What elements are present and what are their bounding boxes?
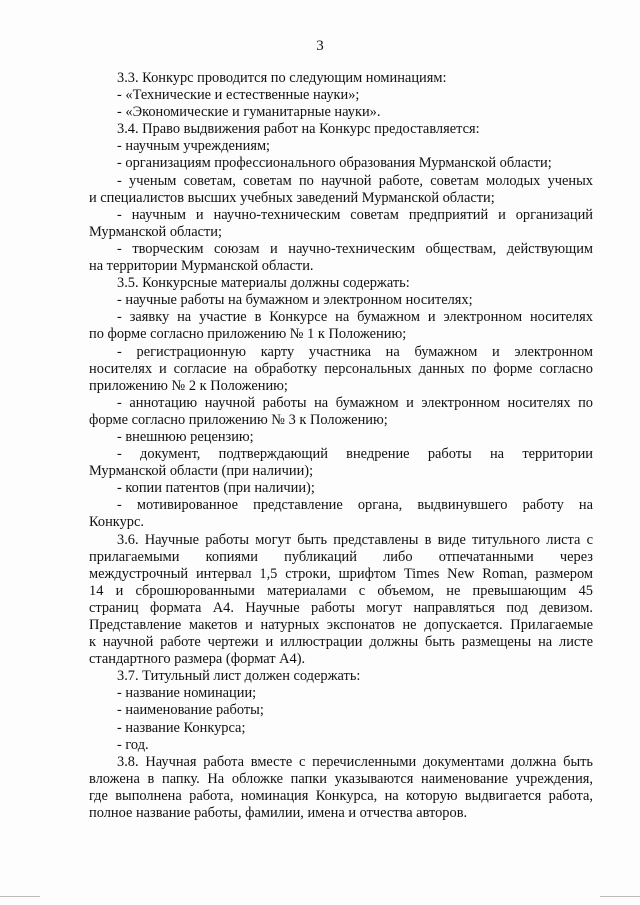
text-line: форме согласно приложению № 3 к Положению; — [89, 411, 388, 428]
text-line: - копии патентов (при наличии); — [117, 480, 315, 497]
text-line: - «Технические и естественные науки»; — [117, 87, 360, 104]
text-line: - заявку на участие в Конкурсе на бумажном и электронном носителях — [117, 309, 593, 326]
page-number: 3 — [316, 38, 324, 54]
text-line: - документ, подтверждающий внедрение работы на территории — [117, 446, 593, 463]
text-line: - «Экономические и гуманитарные науки». — [117, 104, 381, 121]
scan-edge-mark-left — [0, 896, 40, 897]
text-line: - научным учреждениям; — [117, 138, 271, 155]
scan-edge-mark-right — [600, 896, 640, 897]
text-line: - организациям профессионального образования Мурманской области; — [117, 155, 552, 172]
text-line: прилагаемыми копиями публикаций либо отпечатанными через — [89, 548, 593, 565]
text-line: носителях и согласие на обработку персональных данных по форме согласно — [89, 360, 593, 377]
text-line: - наименование работы; — [117, 702, 264, 719]
text-line: 3.3. Конкурс проводится по следующим номинациям: — [117, 70, 447, 86]
text-line: - творческим союзам и научно-техническим обществам, действующим — [117, 240, 593, 257]
text-line: - научные работы на бумажном и электронном носителях; — [117, 292, 473, 309]
text-line: 14 и сброшюрованными материалами с объемом, не превышающим 45 — [89, 582, 593, 599]
text-line: - ученым советам, советам по научной работе, советам молодых ученых — [117, 172, 593, 189]
text-line: - регистрационную карту участника на бумажном и электронном — [117, 343, 593, 360]
text-line: - название номинации; — [117, 685, 257, 702]
document-body — [89, 70, 593, 822]
text-line: - мотивированное представление органа, выдвинувшего работу на — [117, 497, 593, 514]
text-line: страниц формата А4. Научные работы могут направляться под девизом. — [89, 599, 593, 616]
text-line: на территории Мурманской области. — [89, 258, 314, 275]
text-line: 3.6. Научные работы могут быть представлены в виде титульного листа с — [117, 531, 593, 548]
text-line: 3.4. Право выдвижения работ на Конкурс предоставляется: — [117, 121, 480, 138]
text-line: Мурманской области; — [89, 223, 222, 240]
text-line: по форме согласно приложению № 1 к Положению; — [89, 326, 407, 343]
text-line: 3.8. Научная работа вместе с перечисленными документами должна быть — [117, 753, 593, 770]
text-line: - внешнюю рецензию; — [117, 428, 254, 445]
text-line: к научной работе чертежи и иллюстрации должны быть размещены на листе — [89, 634, 593, 651]
text-line: где выполнена работа, номинация Конкурса, на которую выдвигается работа, — [89, 787, 593, 804]
text-line: 3.7. Титульный лист должен содержать: — [117, 668, 361, 685]
text-line: Конкурс. — [89, 514, 144, 531]
text-line: - год. — [117, 736, 149, 753]
text-line: стандартного размера (формат А4). — [89, 651, 306, 668]
text-line: Представление макетов и натурных экспонатов не допускается. Прилагаемые — [89, 617, 593, 633]
text-line: вложена в папку. На обложке папки указываются наименование учреждения, — [89, 770, 593, 787]
text-line: 3.5. Конкурсные материалы должны содержать: — [117, 275, 410, 292]
text-line: - аннотацию научной работы на бумажном и электронном носителях по — [117, 394, 593, 411]
text-line: и специалистов высших учебных заведений Мурманской области; — [89, 189, 495, 206]
text-line: - научным и научно-техническим советам предприятий и организаций — [117, 206, 593, 223]
text-line: полное название работы, фамилии, имена и отчества авторов. — [89, 805, 468, 822]
text-line: междустрочный интервал 1,5 строки, шрифтом Times New Roman, размером — [89, 565, 593, 582]
text-line: - название Конкурса; — [117, 719, 246, 736]
text-line: приложению № 2 к Положению; — [89, 377, 288, 394]
text-line: Мурманской области (при наличии); — [89, 463, 314, 480]
